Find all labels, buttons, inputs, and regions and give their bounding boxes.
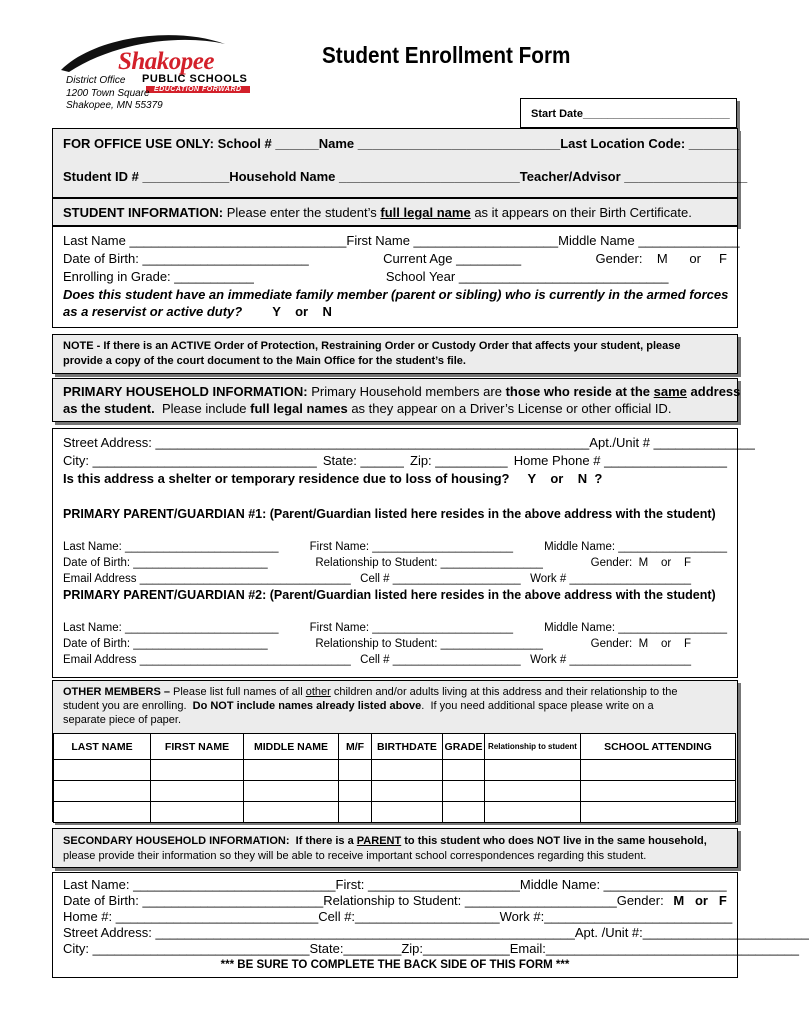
note-line: provide a copy of the court document to the Main Office for the student’s file.: [63, 355, 466, 367]
col-mf: M/F: [339, 734, 372, 760]
start-date-field[interactable]: Start Date________________________: [531, 108, 730, 120]
address-line-1: [63, 435, 755, 451]
g2-cell-field[interactable]: Cell # ____________________: [360, 654, 521, 666]
student-line-2: [63, 251, 727, 267]
sec-dob-field[interactable]: Date of Birth: _________________________: [63, 893, 324, 908]
student-line-1: [63, 233, 740, 249]
school-number-field[interactable]: FOR OFFICE USE ONLY: School # ______: [63, 136, 319, 151]
heading-text: Please enter the student’s: [223, 205, 381, 220]
g1-gender-field[interactable]: Gender: M or F: [590, 557, 691, 569]
table-row: [54, 781, 736, 802]
office-name-field[interactable]: Name ____________________________: [318, 136, 561, 151]
g1-dob-field[interactable]: Date of Birth: _____________________: [63, 557, 268, 569]
heading-emphasis: those who reside at the: [505, 384, 654, 399]
heading-emphasis: as the student.: [63, 401, 155, 416]
table-row: [54, 760, 736, 781]
street-address-field[interactable]: Street Address: ____________________________________________________________: [63, 435, 590, 450]
table-header-row: [54, 734, 736, 760]
household-name-field[interactable]: Household Name _________________________: [229, 169, 520, 184]
col-last-name: LAST NAME: [54, 734, 151, 760]
secondary-line-4: [63, 925, 809, 941]
logo-subtitle: PUBLIC SCHOOLS: [142, 73, 248, 85]
secondary-line-1: [63, 877, 727, 893]
heading-text: Please list full names of all: [169, 686, 306, 698]
military-question: [63, 287, 727, 303]
sec-state-field[interactable]: State:________: [309, 941, 402, 956]
g1-first-name-field[interactable]: First Name: ______________________: [309, 541, 513, 553]
address-line: District Office: [66, 75, 126, 86]
col-middle-name: MIDDLE NAME: [244, 734, 339, 760]
start-date-box: [520, 98, 737, 128]
logo-wordmark: Shakopee: [118, 48, 214, 75]
school-year-field[interactable]: School Year _____________________________: [385, 269, 669, 284]
shelter-question-text: Is this address a shelter or temporary residence due to loss of housing?: [63, 471, 510, 486]
guardian2-line-2: [63, 636, 727, 652]
office-use-box: [52, 128, 748, 198]
gender-options[interactable]: M or F: [673, 893, 727, 908]
guardian1-line-3: [63, 571, 727, 587]
guardian1-heading: [63, 506, 727, 522]
guardian2-heading-label: PRIMARY PARENT/GUARDIAN #2: [63, 588, 263, 602]
sec-work-field[interactable]: Work #:__________________________: [499, 909, 733, 924]
heading-text: please provide their information so they will be able to receive important school correspondences regarding this student.: [63, 850, 647, 862]
heading-emphasis: to this student who does NOT live in the same household,: [401, 835, 707, 847]
student-info-box: [52, 226, 738, 328]
sec-city-field[interactable]: City: ______________________________: [63, 941, 310, 956]
heading-emphasis: If there is a: [289, 835, 357, 847]
home-phone-field[interactable]: Home Phone # _________________: [513, 453, 727, 468]
col-first-name: FIRST NAME: [151, 734, 244, 760]
sec-relationship-field[interactable]: Relationship to Student: _____________________: [323, 893, 617, 908]
secondary-household-heading: [52, 828, 738, 868]
heading-text: . If you need additional space please write on a: [421, 700, 654, 712]
col-school: SCHOOL ATTENDING: [581, 734, 736, 760]
sec-home-phone-field[interactable]: Home #: ____________________________: [63, 909, 319, 924]
military-yes-no[interactable]: Y or N: [272, 304, 332, 319]
apt-unit-field[interactable]: Apt./Unit # ______________: [589, 435, 755, 450]
military-question-line-2: [63, 304, 727, 320]
student-dob-field[interactable]: Date of Birth: _______________________: [63, 251, 309, 266]
guardian2-heading-text: : (Parent/Guardian listed here resides in the above address with the student): [262, 588, 716, 602]
heading-text: children and/or adults living at this address and their relationship to the: [330, 686, 678, 698]
sec-cell-field[interactable]: Cell #:____________________: [318, 909, 500, 924]
g2-gender-field[interactable]: Gender: M or F: [590, 638, 691, 650]
state-field[interactable]: State: ______: [322, 453, 404, 468]
g2-relationship-field[interactable]: Relationship to Student: ________________: [315, 638, 543, 650]
secondary-household-box: [52, 872, 809, 978]
student-info-heading: [52, 198, 738, 226]
other-members-table: [53, 733, 736, 823]
heading-text: Primary Household members are: [307, 384, 506, 399]
g2-dob-field[interactable]: Date of Birth: _____________________: [63, 638, 268, 650]
note-line: NOTE - If there is an ACTIVE Order of Protection, Restraining Order or Custody Order that affects your student, please: [63, 340, 681, 352]
heading-emphasis: full legal names: [250, 401, 348, 416]
primary-household-box: [52, 428, 755, 678]
guardian2-line-3: [63, 652, 727, 668]
sec-middle-name-field[interactable]: Middle Name: _________________: [519, 877, 727, 892]
shelter-yes-no[interactable]: Y or N ?: [527, 471, 603, 486]
heading-emphasis: other: [305, 686, 331, 698]
last-location-code-field[interactable]: Last Location Code: _______: [560, 136, 740, 151]
g2-middle-name-field[interactable]: Middle Name: _________________: [544, 622, 727, 634]
guardian2-line-1: [63, 620, 727, 636]
heading-text: separate piece of paper.: [63, 714, 182, 726]
student-gender-field[interactable]: Gender: M or F: [595, 251, 727, 266]
g1-relationship-field[interactable]: Relationship to Student: ________________: [315, 557, 543, 569]
military-question-text: Does this student have an immediate family member (parent or sibling) who is currently in the armed forces: [63, 287, 729, 302]
sec-gender-field[interactable]: [617, 893, 727, 909]
guardian1-line-2: [63, 555, 727, 571]
sec-street-field[interactable]: Street Address: __________________________________________________________: [63, 925, 575, 940]
back-side-reminder: *** BE SURE TO COMPLETE THE BACK SIDE OF THIS FORM ***: [220, 959, 570, 971]
g2-first-name-field[interactable]: First Name: ______________________: [309, 622, 513, 634]
col-birthdate: BIRTHDATE: [372, 734, 443, 760]
student-middle-name-field[interactable]: Middle Name ______________: [558, 233, 740, 248]
col-relationship: Relationship to student: [485, 734, 581, 760]
heading-emphasis: same: [653, 384, 687, 399]
gender-label: Gender:: [616, 893, 664, 908]
other-members-box: [52, 680, 738, 822]
address-line-2: [63, 453, 727, 469]
primary-household-heading: [52, 378, 741, 422]
g1-email-field[interactable]: Email Address _________________________________: [63, 573, 351, 585]
enrolling-grade-field[interactable]: Enrolling in Grade: ___________: [63, 269, 254, 284]
sec-last-name-field[interactable]: Last Name: ____________________________: [63, 877, 336, 892]
zip-field[interactable]: Zip: __________: [410, 453, 508, 468]
student-id-field[interactable]: Student ID # ____________: [63, 169, 230, 184]
address-line: 1200 Town Square: [66, 87, 150, 99]
shelter-question: [63, 471, 727, 487]
heading-text: as they appear on a Driver’s License or other official ID.: [347, 401, 672, 416]
section-label: OTHER MEMBERS –: [63, 686, 170, 698]
section-label: SECONDARY HOUSEHOLD INFORMATION:: [63, 835, 290, 847]
district-address: [66, 75, 163, 113]
heading-emphasis: Do NOT include names already listed above: [186, 700, 422, 712]
g1-cell-field[interactable]: Cell # ____________________: [360, 573, 521, 585]
student-age-field[interactable]: Current Age _________: [383, 251, 522, 266]
heading-text: as it appears on their Birth Certificate.: [470, 205, 692, 220]
table-row: [54, 802, 736, 823]
office-line-1: [63, 136, 740, 152]
heading-text: Please include: [154, 401, 251, 416]
secondary-line-5: [63, 941, 799, 957]
heading-emphasis: PARENT: [356, 835, 402, 847]
g2-email-field[interactable]: Email Address _________________________________: [63, 654, 351, 666]
g2-work-field[interactable]: Work # ___________________: [530, 654, 691, 666]
student-first-name-field[interactable]: First Name ____________________: [346, 233, 559, 248]
g1-work-field[interactable]: Work # ___________________: [530, 573, 691, 585]
g1-middle-name-field[interactable]: Middle Name: _________________: [544, 541, 727, 553]
section-label: PRIMARY HOUSEHOLD INFORMATION:: [63, 384, 308, 399]
address-line: Shakopee, MN 55379: [66, 100, 163, 111]
guardian1-line-1: [63, 539, 727, 555]
heading-emphasis: address: [686, 384, 741, 399]
guardian1-heading-text: PRIMARY PARENT/GUARDIAN #1: (Parent/Guardian listed here resides in the above address with the student): [63, 507, 716, 521]
logo-tagline: EDUCATION FORWARD: [146, 86, 250, 93]
teacher-advisor-field[interactable]: Teacher/Advisor _________________: [519, 169, 748, 184]
guardian2-heading: [63, 587, 727, 603]
secondary-line-3: [63, 909, 733, 925]
student-line-3: [63, 269, 727, 285]
sec-apt-field[interactable]: Apt. /Unit #:_______________________: [574, 925, 809, 940]
military-question-text: as a reservist or active duty?: [63, 304, 243, 319]
court-order-note: [52, 334, 738, 374]
heading-text: student you are enrolling.: [63, 700, 187, 712]
heading-emphasis: full legal name: [380, 205, 471, 220]
secondary-line-2: [63, 893, 727, 909]
col-grade: GRADE: [443, 734, 485, 760]
office-line-2: [63, 169, 748, 185]
sec-first-name-field[interactable]: First: _____________________: [335, 877, 520, 892]
sec-zip-field[interactable]: Zip:____________: [401, 941, 510, 956]
sec-email-field[interactable]: Email:___________________________________: [509, 941, 799, 956]
student-last-name-field[interactable]: Last Name ______________________________: [63, 233, 347, 248]
city-field[interactable]: City: _______________________________: [63, 453, 317, 468]
section-label: STUDENT INFORMATION:: [63, 205, 224, 220]
g1-last-name-field[interactable]: Last Name: ________________________: [63, 541, 279, 553]
form-title: Student Enrollment Form: [322, 42, 571, 68]
g2-last-name-field[interactable]: Last Name: ________________________: [63, 622, 279, 634]
